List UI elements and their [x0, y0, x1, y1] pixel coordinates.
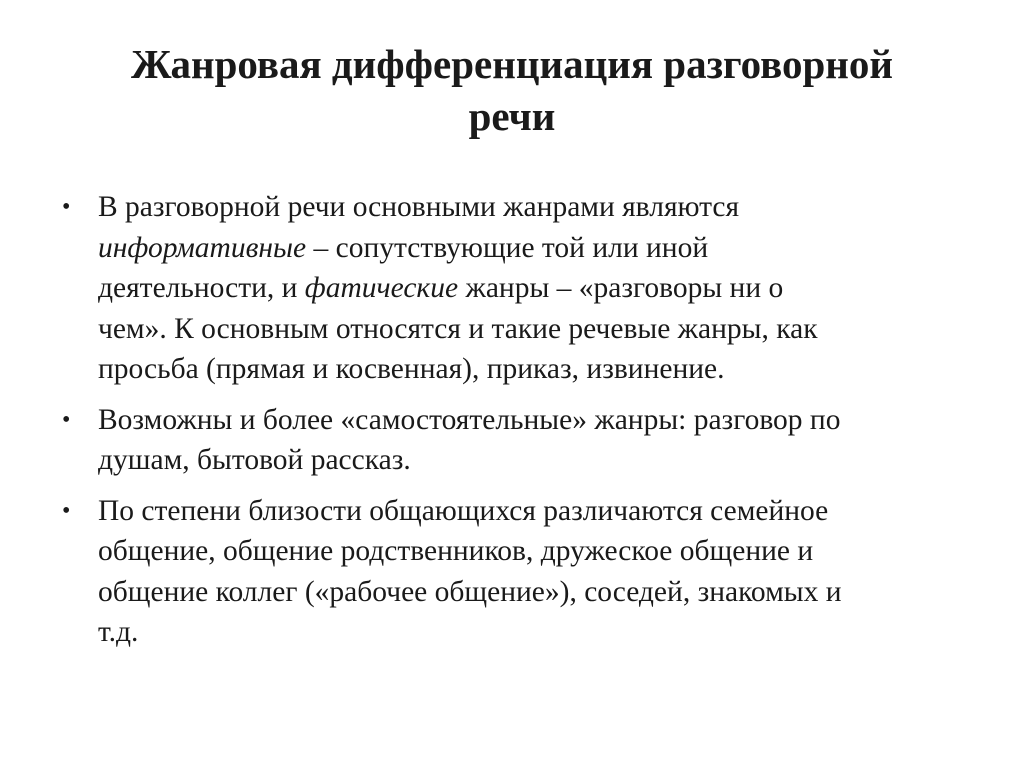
bullet-3-line-4: т.д. [98, 616, 139, 648]
bullet-item-genres [62, 187, 982, 390]
title-line-1: Жанровая дифференциация разговорной [130, 41, 894, 87]
bullet-3-line-2: общение, общение родственников, дружеское общение и [98, 535, 814, 567]
bullet-icon: • [62, 194, 71, 220]
title-line-2: речи [468, 93, 556, 139]
bullet-icon: • [62, 497, 71, 524]
bullet-3-line-1: По степени близости общающихся различаются семейное [98, 494, 829, 527]
bullet-2-line-2: душам, бытовой рассказ. [98, 444, 411, 476]
bullet-icon: • [62, 406, 71, 433]
bullet-item-closeness [62, 491, 982, 653]
bullet-1-line-2-rest: – сопутствующие той или иной [306, 231, 709, 264]
bullet-list [62, 187, 982, 663]
bullet-1-line-3 [98, 268, 982, 309]
bullet-1-line-5: просьба (прямая и косвенная), приказ, извинение. [98, 353, 725, 385]
bullet-1-line-3-pre: деятельности, и [98, 272, 305, 304]
bullet-1-line-3-rest: жанры – «разговоры ни о [458, 272, 784, 304]
bullet-item-independent-genres [62, 400, 982, 481]
term-informative: информативные [98, 231, 307, 264]
bullet-1-line-1: В разговорной речи основными жанрами являются [98, 191, 740, 223]
bullet-1-line-4: чем». К основным относятся и такие речевые жанры, как [98, 312, 818, 345]
bullet-1-line-2 [98, 228, 982, 269]
bullet-2-line-1: Возможны и более «самостоятельные» жанры: разговор по [98, 403, 841, 436]
bullet-3-line-3: общение коллег («рабочее общение»), соседей, знакомых и [98, 575, 842, 608]
slide-title [60, 38, 964, 142]
term-phatic: фатические [304, 272, 459, 304]
